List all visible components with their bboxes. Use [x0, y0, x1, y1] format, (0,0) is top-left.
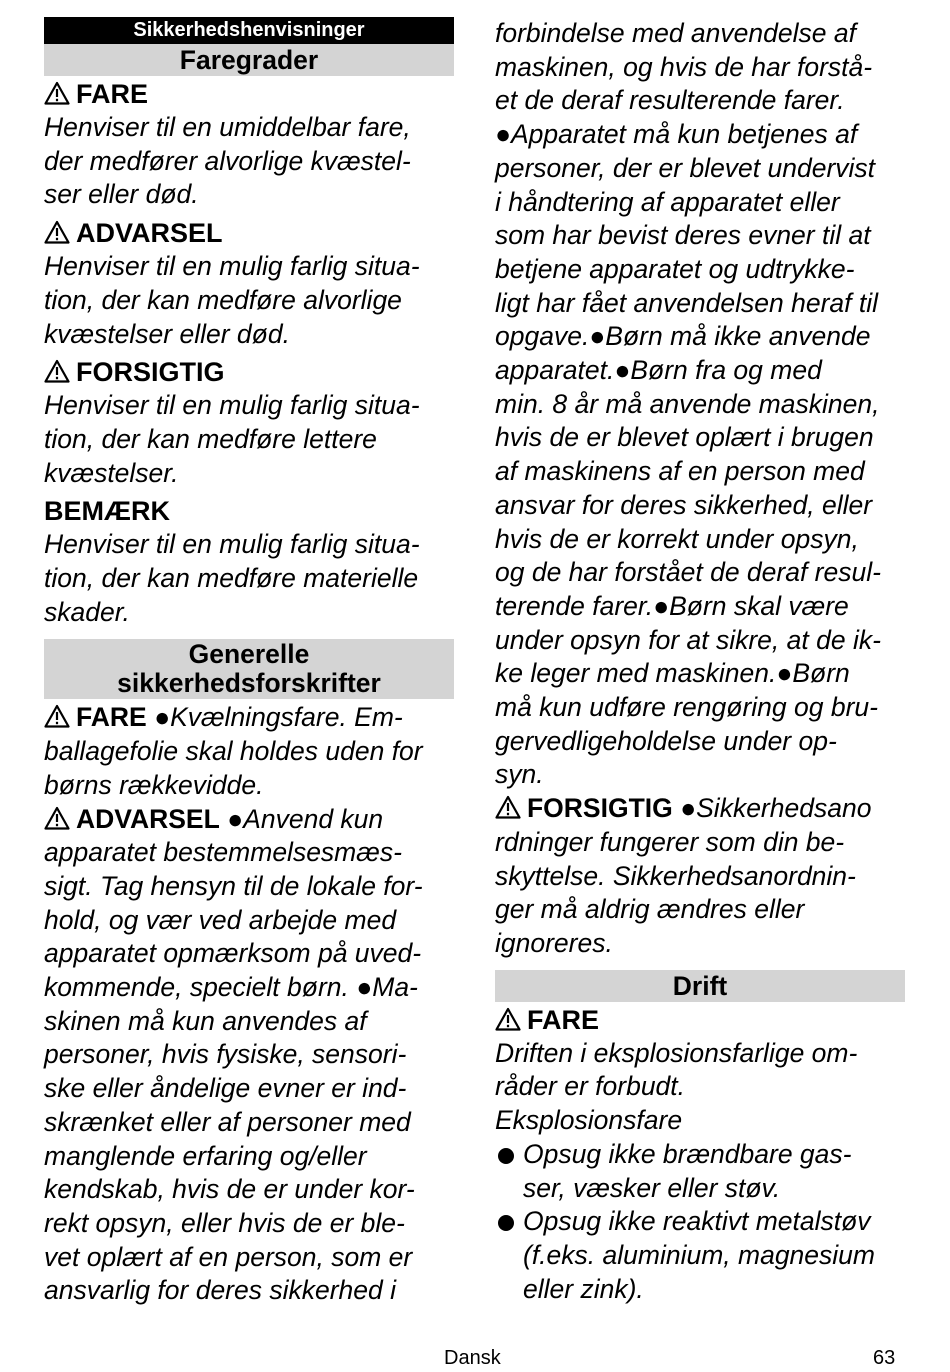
text-line: personer, der er blevet undervist [495, 152, 876, 183]
section-header-drift: Drift [495, 970, 905, 1002]
text-line: tion, der kan medføre alvorlige [44, 284, 402, 315]
text-line: ger må aldrig ændres eller [495, 894, 805, 925]
left-column [44, 17, 454, 1308]
bullet-dot-icon [498, 1148, 514, 1164]
text-line: ansvarlig for deres sikkerhed i [44, 1275, 397, 1306]
text-line: skyttelse. Sikkerhedsanordnin- [495, 860, 856, 891]
header-line: Generelle [188, 639, 310, 670]
text-line: Eksplosionsfare [495, 1105, 683, 1136]
warning-triangle-icon [44, 220, 70, 244]
fare-label-text: FARE [76, 79, 149, 109]
bemaerk-description [44, 528, 454, 629]
warning-triangle-icon [44, 81, 70, 105]
text-line: kvæstelser eller død. [44, 318, 290, 349]
text-line: hvis de er korrekt under opsyn, [495, 523, 859, 554]
text-line: tion, der kan medføre materielle [44, 563, 419, 594]
text-line: rdninger fungerer som din be- [495, 826, 845, 857]
bullet-item [495, 1138, 905, 1205]
hazard-label-forsigtig [44, 355, 454, 389]
advarsel-description [44, 250, 454, 351]
text-line: syn. [495, 759, 544, 790]
text-line: ligt har fået anvendelsen heraf til [495, 287, 879, 318]
text-line: vet oplært af en person, som er [44, 1241, 413, 1272]
right-column [495, 17, 905, 1306]
section-header-general-safety [44, 639, 454, 699]
forsigtig-description [44, 389, 454, 490]
forsigtig-label-text: FORSIGTIG [527, 793, 673, 824]
text-line: som har bevist deres evner til at [495, 220, 871, 251]
text-line: Driften i eksplosionsfarlige om- [495, 1037, 858, 1068]
drift-hazard-label-fare [495, 1003, 905, 1037]
text-line: hvis de er blevet oplært i brugen [495, 422, 874, 453]
text-line: ballagefolie skal holdes uden for [44, 736, 423, 767]
text-line: personer, hvis fysiske, sensori- [44, 1039, 407, 1070]
continued-paragraph [495, 17, 905, 792]
text-line: Henviser til en umiddelbar fare, [44, 112, 411, 142]
fare-label-text: FARE [76, 702, 147, 733]
text-line: under opsyn for at sikre, at de ik- [495, 624, 881, 655]
advarsel-label-text: ADVARSEL [76, 218, 223, 249]
text-line: forbindelse med anvendelse af [495, 18, 856, 48]
warning-triangle-icon [44, 806, 70, 830]
page-number: 63 [873, 1347, 896, 1369]
text-line: tion, der kan medføre lettere [44, 423, 377, 454]
text-line: skrænket eller af personer med [44, 1106, 411, 1137]
drift-description [495, 1037, 905, 1138]
text-line: og de har forstået de deraf resul- [495, 557, 881, 588]
text-line: der medfører alvorlige kvæstel- [44, 145, 411, 176]
text-line: apparatet bestemmelsesmæs- [44, 837, 402, 868]
text-line: maskinen, og hvis de har forstå- [495, 51, 873, 82]
text-line: ●Anvend kun [227, 803, 384, 834]
hazard-label-bemaerk: BEMÆRK [44, 496, 170, 527]
general-advarsel-paragraph [44, 803, 454, 837]
bullet-dot-icon [498, 1215, 514, 1231]
text-line: min. 8 år må anvende maskinen, [495, 388, 880, 419]
text-line: Henviser til en mulig farlig situa- [44, 251, 420, 282]
text-line: ignoreres. [495, 927, 613, 958]
text-line: betjene apparatet og udtrykke- [495, 253, 855, 284]
text-line: ●Apparatet må kun betjenes af [495, 119, 858, 150]
header-line: sikkerhedsforskrifter [117, 668, 381, 699]
text-line: Henviser til en mulig farlig situa- [44, 390, 420, 421]
text-line: (f.eks. aluminium, magnesium [523, 1239, 875, 1270]
general-fare-paragraph [44, 701, 454, 735]
hazard-label-fare [44, 77, 454, 111]
warning-triangle-icon [44, 359, 70, 383]
text-line: Opsug ikke reaktivt metalstøv [523, 1206, 871, 1237]
text-line: apparatet opmærksom på uved- [44, 938, 422, 969]
footer-language: Dansk [444, 1347, 501, 1369]
text-line: Opsug ikke brændbare gas- [523, 1138, 852, 1169]
hazard-label-advarsel [44, 216, 454, 250]
warning-triangle-icon [495, 1007, 521, 1031]
text-line: skinen må kun anvendes af [44, 1005, 367, 1036]
text-line: eller zink). [523, 1273, 644, 1304]
text-line: ●Kvælningsfare. Em- [154, 702, 403, 733]
bullet-item [495, 1205, 905, 1306]
section-header-hazard-levels: Faregrader [44, 44, 454, 76]
text-line: hold, og vær ved arbejde med [44, 904, 397, 935]
text-line: børns rækkevidde. [44, 769, 264, 800]
text-line: sigt. Tag hensyn til de lokale for- [44, 870, 423, 901]
forsigtig-label-text: FORSIGTIG [76, 357, 225, 388]
text-line: gervedligeholdelse under op- [495, 725, 837, 756]
warning-triangle-icon [495, 795, 521, 819]
text-line: af maskinens af en person med [495, 456, 865, 487]
forsigtig-paragraph [495, 792, 905, 826]
fare-label-text: FARE [527, 1004, 600, 1035]
text-line: må kun udføre rengøring og bru- [495, 692, 878, 723]
text-line: ansvar for deres sikkerhed, eller [495, 489, 873, 520]
text-line: rekt opsyn, eller hvis de er ble- [44, 1207, 405, 1238]
text-line: i håndtering af apparatet eller [495, 186, 840, 217]
text-line: kommende, specielt børn. ●Ma- [44, 972, 418, 1003]
text-line: ke leger med maskinen.●Børn [495, 658, 850, 689]
warning-triangle-icon [44, 704, 70, 728]
text-line: kvæstelser. [44, 457, 179, 488]
text-line: skader. [44, 596, 130, 627]
fare-description [44, 111, 454, 212]
text-line: råder er forbudt. [495, 1071, 686, 1102]
text-line: opgave.●Børn må ikke anvende [495, 321, 871, 352]
text-line: ser, væsker eller støv. [523, 1172, 781, 1203]
text-line: apparatet.●Børn fra og med [495, 355, 822, 386]
text-line: ser eller død. [44, 179, 199, 210]
text-line: terende farer.●Børn skal være [495, 590, 849, 621]
text-line: kendskab, hvis de er under kor- [44, 1174, 415, 1205]
text-line: manglende erfaring og/eller [44, 1140, 367, 1171]
advarsel-label-text: ADVARSEL [76, 803, 220, 834]
text-line: Henviser til en mulig farlig situa- [44, 529, 420, 560]
text-line: et de deraf resulterende farer. [495, 85, 845, 116]
section-header-safety: Sikkerhedshenvisninger [44, 17, 454, 44]
text-line: ●Sikkerhedsano [680, 793, 872, 824]
text-line: ske eller åndelige evner er ind- [44, 1073, 407, 1104]
